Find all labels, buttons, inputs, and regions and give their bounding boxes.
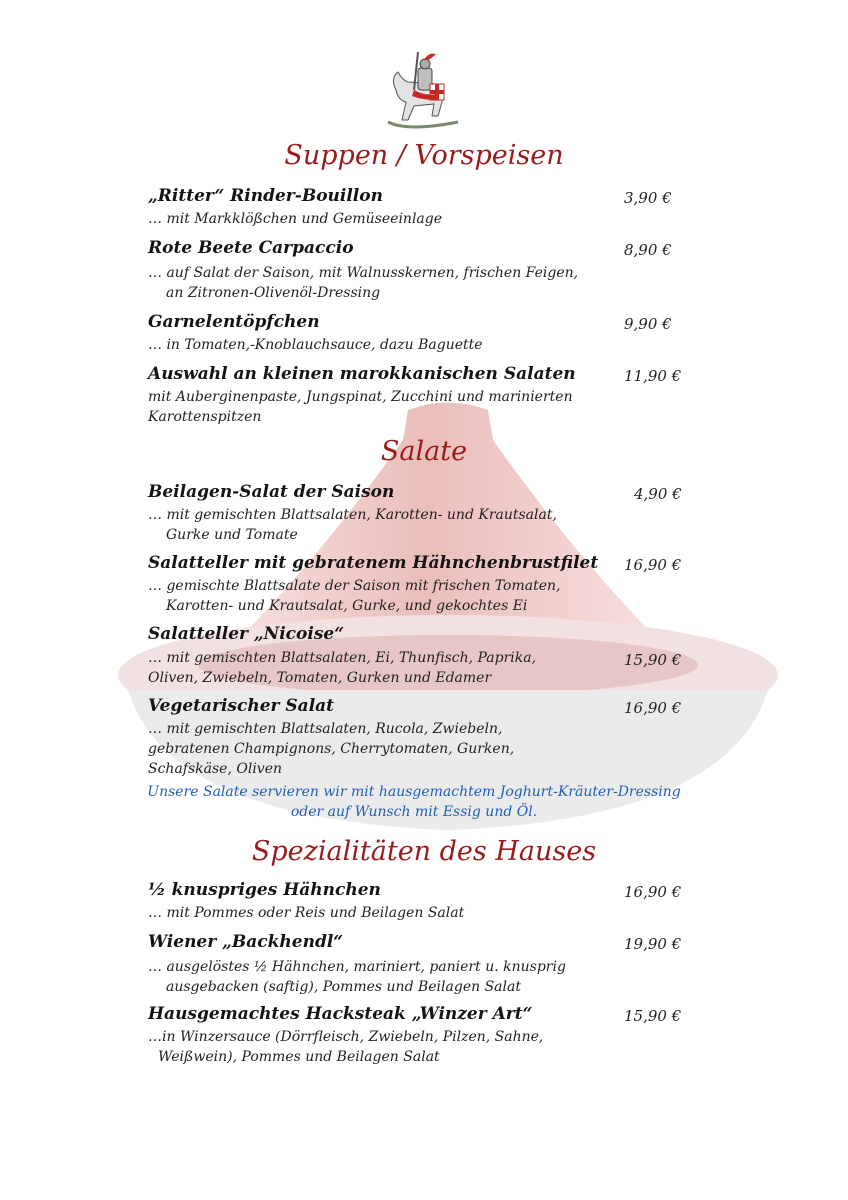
section-heading-salate: Salate (380, 436, 468, 467)
menu-item-price: 19,90 € (624, 935, 682, 953)
menu-item-name: Salatteller „Nicoise“ (148, 624, 344, 644)
dressing-note: oder auf Wunsch mit Essig und Öl. (290, 804, 538, 820)
menu-item-name: „Ritter“ Rinder-Bouillon (148, 186, 383, 206)
menu-item-description: … mit gemischten Blattsalaten, Rucola, Zwiebeln, (148, 721, 503, 737)
menu-item-price: 11,90 € (624, 367, 682, 385)
menu-item-description: mit Auberginenpaste, Jungspinat, Zucchini und marinierten (148, 389, 573, 405)
menu-item-name: Hausgemachtes Hacksteak „Winzer Art“ (148, 1004, 533, 1024)
menu-item-description: … ausgelöstes ½ Hähnchen, mariniert, paniert u. knusprig (148, 959, 566, 975)
menu-item-description: Oliven, Zwiebeln, Tomaten, Gurken und Edamer (148, 670, 492, 686)
menu-item-price: 8,90 € (624, 241, 672, 259)
section-heading-spezialitaeten: Spezialitäten des Hauses (251, 836, 597, 867)
menu-item-name: Auswahl an kleinen marokkanischen Salaten (148, 364, 576, 384)
menu-item-price: 9,90 € (624, 315, 672, 333)
menu-item-description: …in Winzersauce (Dörrfleisch, Zwiebeln, Pilzen, Sahne, (148, 1029, 544, 1045)
menu-item-description: … mit Pommes oder Reis und Beilagen Salat (148, 905, 465, 921)
dressing-note: Unsere Salate servieren wir mit hausgemachtem Joghurt-Kräuter-Dressing (147, 784, 681, 800)
menu-item-name: Salatteller mit gebratenem Hähnchenbrustfilet (148, 553, 599, 573)
menu-item-name: Garnelentöpfchen (148, 312, 320, 332)
menu-item-price: 4,90 € (634, 485, 682, 503)
menu-item-description: Karotten- und Krautsalat, Gurke, und gekochtes Ei (166, 598, 528, 614)
menu-item-price: 15,90 € (624, 651, 682, 669)
menu-item-price: 16,90 € (624, 556, 682, 574)
menu-item-name: Vegetarischer Salat (148, 696, 335, 716)
menu-item-description: … auf Salat der Saison, mit Walnusskernen, frischen Feigen, (148, 265, 579, 281)
menu-item-name: Wiener „Backhendl“ (148, 932, 344, 952)
menu-item-description: Gurke und Tomate (166, 527, 298, 543)
menu-item-description: Weißwein), Pommes und Beilagen Salat (158, 1049, 440, 1065)
menu-item-price: 15,90 € (624, 1007, 682, 1025)
menu-item-description: … mit gemischten Blattsalaten, Karotten- und Krautsalat, (148, 507, 557, 523)
menu-item-price: 16,90 € (624, 699, 682, 717)
menu-item-description: … gemischte Blattsalate der Saison mit frischen Tomaten, (148, 578, 561, 594)
menu-item-description: Karottenspitzen (148, 409, 262, 425)
menu-item-description: gebratenen Champignons, Cherrytomaten, Gurken, (148, 741, 515, 757)
menu-item-description: ausgebacken (saftig), Pommes und Beilagen Salat (166, 979, 521, 995)
menu-item-description: … mit gemischten Blattsalaten, Ei, Thunfisch, Paprika, (148, 650, 537, 666)
menu-item-description: … in Tomaten,-Knoblauchsauce, dazu Baguette (148, 337, 483, 353)
knight-logo (378, 50, 468, 140)
section-heading-suppen: Suppen / Vorspeisen (284, 140, 564, 171)
menu-item-name: Rote Beete Carpaccio (148, 238, 354, 258)
menu-item-description: Schafskäse, Oliven (148, 761, 283, 777)
menu-item-description: an Zitronen-Olivenöl-Dressing (166, 285, 381, 301)
menu-item-name: Beilagen-Salat der Saison (148, 482, 395, 502)
menu-item-price: 16,90 € (624, 883, 682, 901)
menu-item-description: … mit Markklößchen und Gemüseeinlage (148, 211, 443, 227)
menu-item-price: 3,90 € (624, 189, 672, 207)
menu-item-name: ½ knuspriges Hähnchen (148, 880, 381, 900)
